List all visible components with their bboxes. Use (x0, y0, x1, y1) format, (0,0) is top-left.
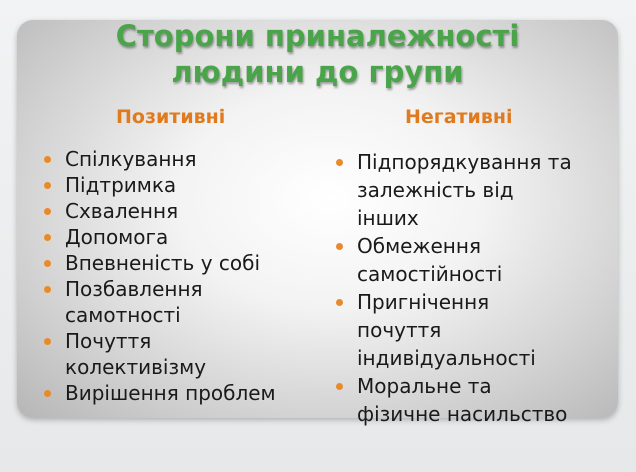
positive-item (42, 328, 312, 380)
positive-item (42, 172, 312, 198)
bullet-dot-icon (44, 208, 51, 215)
bullet-dot-icon (44, 156, 51, 163)
negative-item (334, 288, 606, 372)
bullet-dot-icon (44, 182, 51, 189)
bullet-dot-icon (44, 260, 51, 267)
negative-item-text: Моральне та (357, 374, 492, 398)
negative-heading: Негативні (405, 106, 513, 128)
negative-item-text: фізичне насильство (357, 402, 568, 426)
bullet-dot-icon (336, 243, 343, 250)
positive-item (42, 380, 312, 406)
positive-item (42, 224, 312, 250)
positive-item-text: Схвалення (65, 199, 179, 223)
positive-item-text: колективізму (65, 355, 207, 379)
positive-item-text: Спілкування (65, 147, 197, 171)
bullet-dot-icon (44, 338, 51, 345)
positive-item-text: Позбавлення (65, 277, 203, 301)
positive-item-text: Впевненість у собі (65, 251, 261, 275)
negative-item-text: інших (357, 206, 419, 230)
bullet-dot-icon (44, 390, 51, 397)
bullet-dot-icon (44, 234, 51, 241)
slide-title (17, 18, 618, 90)
title-line-2: людини до групи (171, 55, 464, 89)
negative-item-text: індивідуальності (357, 346, 536, 370)
positive-item-text: самотності (65, 303, 181, 327)
positive-item-text: Допомога (65, 225, 169, 249)
positive-item-text: Почуття (65, 329, 152, 353)
negative-item-text: Підпорядкування та (357, 150, 572, 174)
negative-item-text: залежність від (357, 178, 514, 202)
bullet-dot-icon (44, 286, 51, 293)
positive-item-text: Вирішення проблем (65, 381, 276, 405)
title-line-1: Сторони приналежності (115, 19, 520, 53)
negative-item-text: Обмеження (357, 234, 481, 258)
negative-item-text: Пригнічення (357, 290, 490, 314)
positive-item-text: Підтримка (65, 173, 177, 197)
positive-item (42, 276, 312, 328)
positive-item (42, 250, 312, 276)
negative-item-text: почуття (357, 318, 442, 342)
positive-item (42, 146, 312, 172)
negative-item (334, 148, 606, 232)
bullet-dot-icon (336, 299, 343, 306)
negative-item (334, 232, 606, 288)
positive-list (42, 146, 312, 406)
negative-list (334, 148, 606, 428)
positive-heading: Позитивні (116, 106, 226, 128)
negative-item (334, 372, 606, 428)
negative-item-text: самостійності (357, 262, 503, 286)
positive-item (42, 198, 312, 224)
bullet-dot-icon (336, 159, 343, 166)
bullet-dot-icon (336, 383, 343, 390)
